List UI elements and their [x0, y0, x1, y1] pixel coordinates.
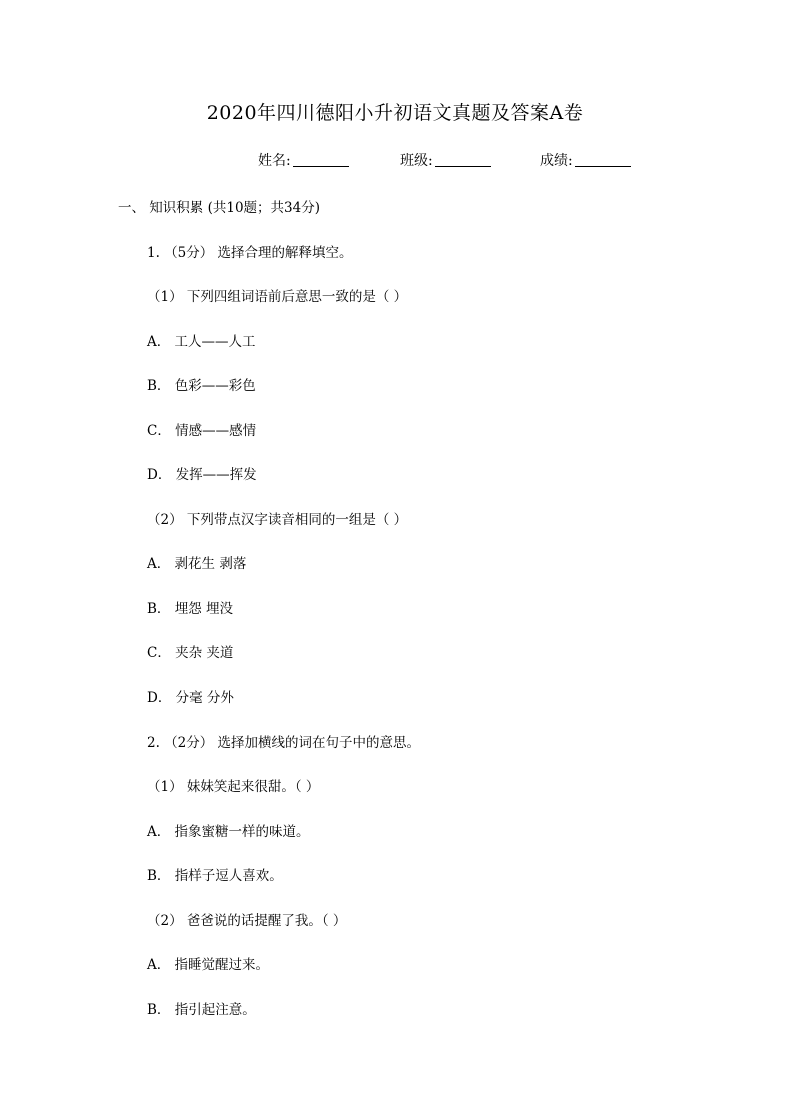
option-c: C． 情感——感情	[147, 423, 257, 439]
option-a: A． 指睡觉醒过来。	[147, 957, 270, 973]
class-label: 班级:	[400, 153, 433, 169]
option-b: B． 指引起注意。	[147, 1002, 256, 1018]
page-title: 2020年四川德阳小升初语文真题及答案A卷	[206, 102, 584, 124]
sub-question-1-2: （2） 下列带点汉字读音相同的一组是（ ）	[147, 512, 408, 528]
option-a: A． 指象蜜糖一样的味道。	[147, 824, 310, 840]
name-label: 姓名:	[258, 153, 291, 169]
option-b: B． 色彩——彩色	[147, 378, 256, 394]
option-b: B． 埋怨 埋没	[147, 601, 234, 617]
option-d: D． 分毫 分外	[147, 690, 234, 706]
option-d: D． 发挥——挥发	[147, 467, 257, 483]
score-label: 成绩:	[540, 153, 573, 169]
class-field	[400, 150, 491, 170]
question-2: 2. （2分） 选择加横线的词在句子中的意思。	[147, 735, 421, 751]
option-a: A． 剥花生 剥落	[147, 556, 247, 572]
sub-question-2-2: （2） 爸爸说的话提醒了我。（ ）	[147, 913, 347, 929]
name-field	[258, 150, 349, 170]
class-blank	[435, 152, 491, 167]
sub-question-2-1: （1） 妹妹笑起来很甜。（ ）	[147, 779, 320, 795]
sub-question-1-1: （1） 下列四组词语前后意思一致的是（ ）	[147, 289, 408, 305]
question-1: 1. （5分） 选择合理的解释填空。	[147, 245, 353, 261]
option-b: B． 指样子逗人喜欢。	[147, 868, 283, 884]
section-heading: 一、 知识积累 (共10题；共34分)	[118, 200, 320, 216]
option-c: C． 夹杂 夹道	[147, 645, 234, 661]
option-a: A． 工人——人工	[147, 334, 256, 350]
score-blank	[575, 152, 631, 167]
score-field	[540, 150, 631, 170]
name-blank	[293, 152, 349, 167]
